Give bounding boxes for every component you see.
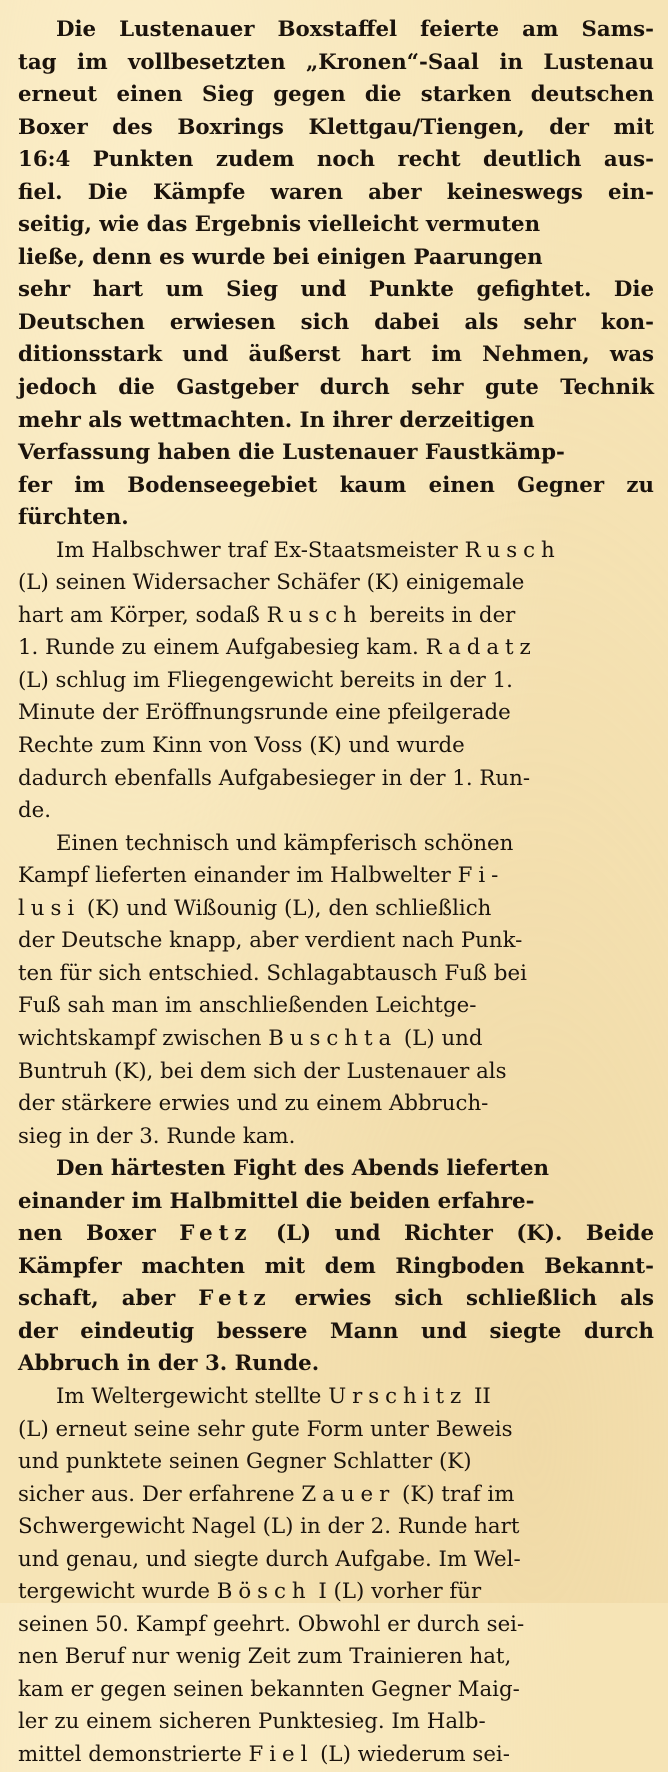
article-line: Deutschen erwiesen sich dabei als sehr kon-	[18, 309, 654, 335]
article-line: Den härtesten Fight des Abends lieferten	[56, 1156, 550, 1182]
spaced-name: Fetz	[198, 1286, 272, 1312]
article-line: Einen technisch und kämpferisch schönen	[56, 830, 514, 856]
spaced-name: Rusch	[464, 537, 561, 563]
article-line: ließe, denn es wurde bei einigen Paarungen	[18, 244, 543, 270]
article-line: tag im vollbesetzten „Kronen“-Saal in Lustenau	[18, 49, 654, 75]
article-line: der stärkere erwies und zu einem Abbruch-	[18, 1091, 489, 1117]
article-line: kam er gegen seinen bekannten Gegner Maig-	[18, 1676, 520, 1702]
article-line: einander im Halbmittel die beiden erfahre-	[18, 1188, 535, 1214]
article-line: Fuß sah man im anschließenden Leichtge-	[18, 993, 477, 1019]
article-line: erneut einen Sieg gegen die starken deutschen	[18, 82, 654, 108]
spaced-name: lusi	[18, 895, 81, 921]
article-line: (L) seinen Widersacher Schäfer (K) einigemale	[18, 570, 525, 596]
article-line: dadurch ebenfalls Aufgabesieger in der 1. Run-	[18, 765, 531, 791]
article-line: 1. Runde zu einem Aufgabesieg kam. Radatz	[18, 635, 537, 661]
article-line: Minute der Eröffnungsrunde eine pfeilgerade	[18, 700, 511, 726]
article-line: sieg in der 3. Runde kam.	[18, 1123, 296, 1149]
article-line: fiel. Die Kämpfe waren aber keineswegs ein-	[18, 179, 654, 205]
article-line: fer im Bodenseegebiet kaum einen Gegner zu	[18, 472, 654, 498]
article-line: Buntruh (K), bei dem sich der Lustenauer als	[18, 1058, 507, 1084]
article-line: mittel demonstrierte Fiel (L) wiederum sei-	[18, 1741, 510, 1767]
article-line: hart am Körper, sodaß Rusch bereits in der	[18, 602, 516, 628]
article-paragraph	[18, 1153, 654, 1381]
article-line: (L) erneut seine sehr gute Form unter Beweis	[18, 1416, 513, 1442]
article-line: Kampf lieferten einander im Halbwelter Fi-	[18, 863, 505, 889]
spaced-name: Fetz	[179, 1221, 253, 1247]
article-line: Rechte zum Kinn von Voss (K) und wurde	[18, 733, 465, 759]
article-line: und punktete seinen Gegner Schlatter (K)	[18, 1449, 472, 1475]
article-line: de.	[18, 798, 52, 824]
article-line: ten für sich entschied. Schlagabtausch Fuß bei	[18, 960, 527, 986]
article-line: der eindeutig bessere Mann und siegte durch	[18, 1318, 654, 1344]
article-line: ditionsstark und äußerst hart im Nehmen, was	[18, 342, 654, 368]
article-line: nen Boxer Fetz (L) und Richter (K). Beide	[18, 1221, 654, 1247]
spaced-name: Zauer	[301, 1481, 396, 1507]
article-line: sehr hart um Sieg und Punkte gefightet. Die	[18, 277, 654, 303]
article-line: Die Lustenauer Boxstaffel feierte am Sams-	[56, 17, 654, 42]
article-line: (L) schlug im Fliegengewicht bereits in der 1.	[18, 667, 513, 693]
article-paragraph	[18, 1381, 654, 1772]
article-line: schaft, aber Fetz erwies sich schließlich als	[18, 1286, 654, 1312]
article-line: mehr als wettmachten. In ihrer derzeitigen	[18, 407, 535, 433]
article-line: Abbruch in der 3. Runde.	[18, 1351, 320, 1377]
article-line: Schwergewicht Nagel (L) in der 2. Runde hart	[18, 1514, 520, 1540]
newspaper-clipping	[18, 14, 654, 1772]
article-line: ler zu einem sicheren Punktesieg. Im Halb-	[18, 1709, 486, 1735]
article-paragraph	[18, 828, 654, 1153]
article-line: sicher aus. Der erfahrene Zauer (K) traf im	[18, 1481, 515, 1507]
article-paragraph	[18, 535, 654, 828]
article-line: jedoch die Gastgeber durch sehr gute Technik	[18, 375, 654, 401]
article-line: Boxer des Boxrings Klettgau/Tiengen, der mit	[18, 114, 654, 140]
spaced-name: Urschitz	[328, 1383, 468, 1409]
article-line: lusi (K) und Wißounig (L), den schließlich	[18, 895, 492, 921]
article-line: tergewicht wurde Bösch I (L) vorher für	[18, 1579, 482, 1605]
article-line: Im Weltergewicht stellte Urschitz II	[56, 1383, 491, 1409]
article-line: seitig, wie das Ergebnis vielleicht vermuten	[18, 212, 541, 238]
article-line: 16:4 Punkten zudem noch recht deutlich aus-	[18, 147, 654, 173]
article-line: der Deutsche knapp, aber verdient nach Punk-	[18, 928, 523, 954]
spaced-name: Fiel	[248, 1741, 314, 1767]
spaced-name: Radatz	[425, 635, 537, 661]
article-line: Kämpfer machten mit dem Ringboden Bekannt-	[18, 1253, 654, 1279]
article-line: Im Halbschwer traf Ex-Staatsmeister Rusch	[56, 537, 561, 563]
article-line: nen Beruf nur wenig Zeit zum Trainieren hat,	[18, 1644, 512, 1670]
article-body	[18, 14, 654, 1772]
spaced-name: Bösch	[216, 1579, 312, 1605]
article-paragraph	[18, 14, 654, 535]
article-line: Verfassung haben die Lustenauer Faustkämp-	[18, 440, 565, 466]
spaced-name: Rusch	[266, 602, 363, 628]
spaced-name: Fi-	[457, 863, 505, 889]
article-line: fürchten.	[18, 505, 129, 531]
article-line: wichtskampf zwischen Buschta (L) und	[18, 1025, 483, 1051]
spaced-name: Buschta	[268, 1025, 398, 1051]
article-line: und genau, und siegte durch Aufgabe. Im Wel-	[18, 1546, 521, 1572]
article-line: seinen 50. Kampf geehrt. Obwohl er durch sei-	[18, 1611, 525, 1637]
